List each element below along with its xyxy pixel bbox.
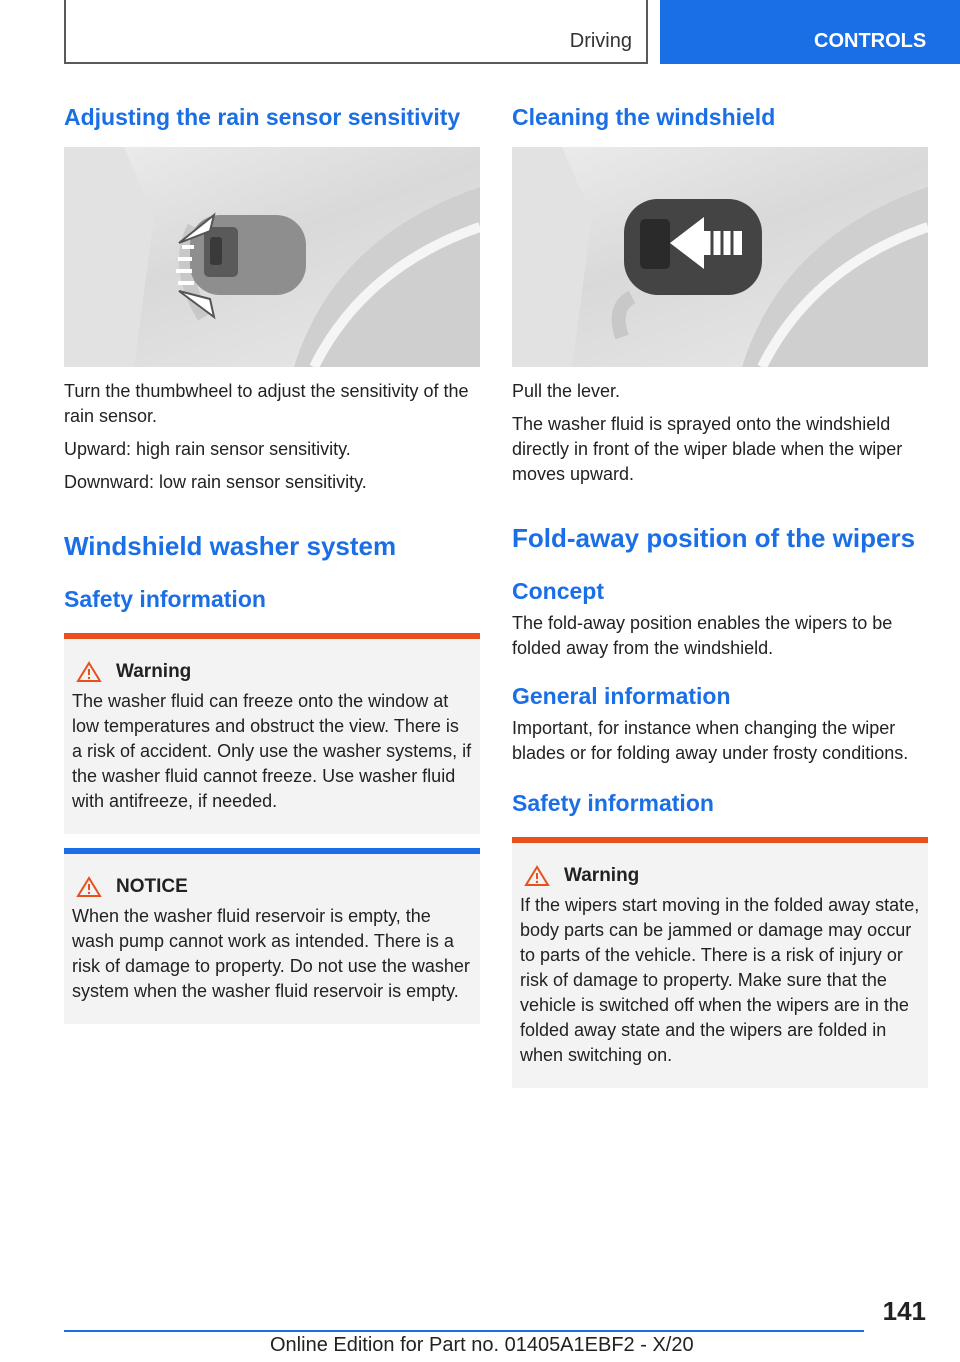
warning-text-left: The washer fluid can freeze onto the window at low temperatures and obstruct the view. There is a risk of accident. Only use the washer systems, if the washer fluid cannot freeze. Use washer fluid with antifreeze, if needed. [72,691,472,811]
warning-title-right: Warning [524,865,920,887]
header-frame [64,0,648,64]
section-title: Driving [569,30,632,52]
warning-text-right: If the wipers start moving in the folded away state, body parts can be jammed or damage may occur to parts of the vehicle. There is a risk of injury or risk of damage to property. Make sure that the vehicle is switched off when the wipers are in the folded away state and the wipers are folded in when switching on. [520,895,920,1065]
rain-sensor-heading: Adjusting the rain sensor sensitivity [64,104,461,130]
warning-triangle-icon [76,661,102,683]
page-number: 141 [882,1296,926,1326]
foldaway-heading: Fold-away position of the wipers [512,523,916,553]
general-info-text: Important, for instance when changing the wiper blades or for folding away under frosty conditions. [512,718,909,763]
edition-text: Online Edition for Part no. 01405A1EBF2 - X/20 [270,1334,694,1356]
rain-paragraph-2: Upward: high rain sensor sensitivity. [64,439,351,459]
safety-info-heading-right: Safety information [512,790,714,816]
notice-text: When the washer fluid reservoir is empty, the wash pump cannot work as intended. There is a risk of damage to property. Do not use the washer system when the washer fluid reservoir is empty. [72,906,470,1001]
concept-text: The fold-away position enables the wipers to be folded away from the windshield. [512,613,893,658]
warning-triangle-icon [524,865,550,887]
notice-title: NOTICE [76,876,472,898]
footer-rule [64,1330,864,1332]
rain-paragraph-1: Turn the thumbwheel to adjust the sensitivity of the rain sensor. [64,381,469,426]
notice-box [64,848,480,1024]
warning-title-left: Warning [76,661,472,683]
warning-box-left [64,633,480,834]
warning-box-right [512,837,928,1088]
right-column [512,100,928,1088]
thumbwheel-illustration [64,147,480,367]
safety-info-heading-left: Safety information [64,586,266,612]
general-info-heading: General information [512,683,731,709]
cleaning-heading: Cleaning the windshield [512,104,776,130]
left-column [64,100,480,1024]
rain-paragraph-3: Downward: low rain sensor sensitivity. [64,472,367,492]
lever-illustration [512,147,928,367]
concept-heading: Concept [512,578,604,604]
chapter-tab[interactable]: CONTROLS [660,0,960,64]
washer-system-heading: Windshield washer system [64,531,397,561]
notice-triangle-icon [76,876,102,898]
cleaning-paragraph-2: The washer fluid is sprayed onto the windshield directly in front of the wiper blade when the wiper moves upward. [512,414,903,484]
cleaning-paragraph-1: Pull the lever. [512,381,621,401]
